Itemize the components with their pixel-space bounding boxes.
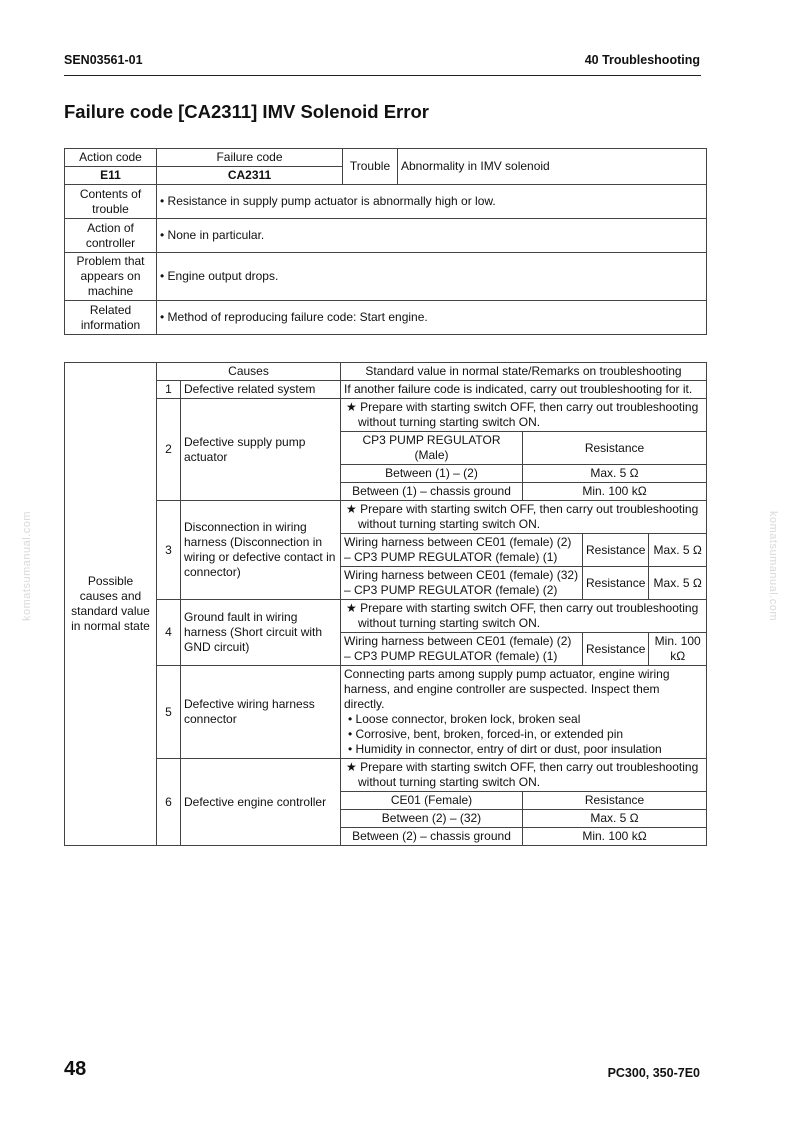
measure-point: Between (2) – chassis ground: [341, 828, 523, 846]
cause-note: If another failure code is indicated, carry out troubleshooting for it.: [341, 381, 707, 399]
measure-value: Max. 5 Ω: [649, 567, 707, 600]
header-rule: [64, 75, 701, 76]
cause-note: Connecting parts among supply pump actuator, engine wiring harness, and engine controller are suspected. Inspect them directly. • Loose connector, broken lock, broken seal • Corrosive, bent, broken, forced-in, or extended pin • Humidity in connector, entry of dirt or dust, poor insulation: [341, 666, 707, 759]
failure-summary-table: [64, 148, 707, 335]
cause-number: 6: [157, 759, 181, 846]
measure-point: Wiring harness between CE01 (female) (2) – CP3 PUMP REGULATOR (female) (1): [341, 633, 583, 666]
row-label: Problem that appears on machine: [65, 253, 157, 301]
cause-number: 5: [157, 666, 181, 759]
measure-value: Min. 100 kΩ: [523, 483, 707, 501]
cause-text: Disconnection in wiring harness (Disconnection in wiring or defective contact in connector): [181, 501, 341, 600]
cause-text: Defective supply pump actuator: [181, 399, 341, 501]
watermark: komatsumanual.com: [21, 511, 33, 621]
action-code: E11: [65, 167, 157, 185]
measure-value: Min. 100 kΩ: [523, 828, 707, 846]
measure-value: Min. 100 kΩ: [649, 633, 707, 666]
cause-number: 2: [157, 399, 181, 501]
causes-group-label: Possible causes and standard value in normal state: [65, 363, 157, 846]
cause-note: ★ Prepare with starting switch OFF, then carry out troubleshooting without turning starting switch ON.: [341, 600, 707, 633]
row-text: • None in particular.: [157, 219, 707, 253]
measure-point: Between (2) – (32): [341, 810, 523, 828]
row-text: • Resistance in supply pump actuator is abnormally high or low.: [157, 185, 707, 219]
measure-head: Resistance: [523, 792, 707, 810]
row-text: • Engine output drops.: [157, 253, 707, 301]
measure-head: CE01 (Female): [341, 792, 523, 810]
measure-head: Resistance: [523, 432, 707, 465]
cause-text: Defective wiring harness connector: [181, 666, 341, 759]
failure-code-label: Failure code: [157, 149, 343, 167]
measure-value: Max. 5 Ω: [523, 465, 707, 483]
page-number: 48: [64, 1058, 87, 1080]
causes-header: Causes: [157, 363, 341, 381]
cause-note: ★ Prepare with starting switch OFF, then carry out troubleshooting without turning starting switch ON.: [341, 501, 707, 534]
row-text: • Method of reproducing failure code: Start engine.: [157, 301, 707, 335]
row-label: Related information: [65, 301, 157, 335]
measure-point: Between (1) – chassis ground: [341, 483, 523, 501]
cause-text: Ground fault in wiring harness (Short circuit with GND circuit): [181, 600, 341, 666]
watermark: komatsumanual.com: [767, 511, 779, 621]
measure-item: Resistance: [583, 633, 649, 666]
measure-item: Resistance: [583, 567, 649, 600]
standard-header: Standard value in normal state/Remarks on troubleshooting: [341, 363, 707, 381]
cause-note: ★ Prepare with starting switch OFF, then carry out troubleshooting without turning starting switch ON.: [341, 759, 707, 792]
measure-value: Max. 5 Ω: [523, 810, 707, 828]
failure-code: CA2311: [157, 167, 343, 185]
measure-head: CP3 PUMP REGULATOR (Male): [341, 432, 523, 465]
section-title: 40 Troubleshooting: [584, 53, 700, 67]
model-name: PC300, 350-7E0: [607, 1066, 700, 1080]
measure-point: Wiring harness between CE01 (female) (32) – CP3 PUMP REGULATOR (female) (2): [341, 567, 583, 600]
cause-text: Defective related system: [181, 381, 341, 399]
cause-note: ★ Prepare with starting switch OFF, then carry out troubleshooting without turning starting switch ON.: [341, 399, 707, 432]
doc-id: SEN03561-01: [64, 53, 143, 67]
measure-point: Wiring harness between CE01 (female) (2) – CP3 PUMP REGULATOR (female) (1): [341, 534, 583, 567]
measure-point: Between (1) – (2): [341, 465, 523, 483]
action-code-label: Action code: [65, 149, 157, 167]
cause-number: 4: [157, 600, 181, 666]
row-label: Contents of trouble: [65, 185, 157, 219]
page-title: Failure code [CA2311] IMV Solenoid Error: [64, 101, 429, 122]
trouble-text: Abnormality in IMV solenoid: [398, 149, 707, 185]
measure-value: Max. 5 Ω: [649, 534, 707, 567]
trouble-label: Trouble: [343, 149, 398, 185]
cause-number: 1: [157, 381, 181, 399]
row-label: Action of controller: [65, 219, 157, 253]
measure-item: Resistance: [583, 534, 649, 567]
causes-table: [64, 362, 707, 846]
cause-text: Defective engine controller: [181, 759, 341, 846]
cause-number: 3: [157, 501, 181, 600]
